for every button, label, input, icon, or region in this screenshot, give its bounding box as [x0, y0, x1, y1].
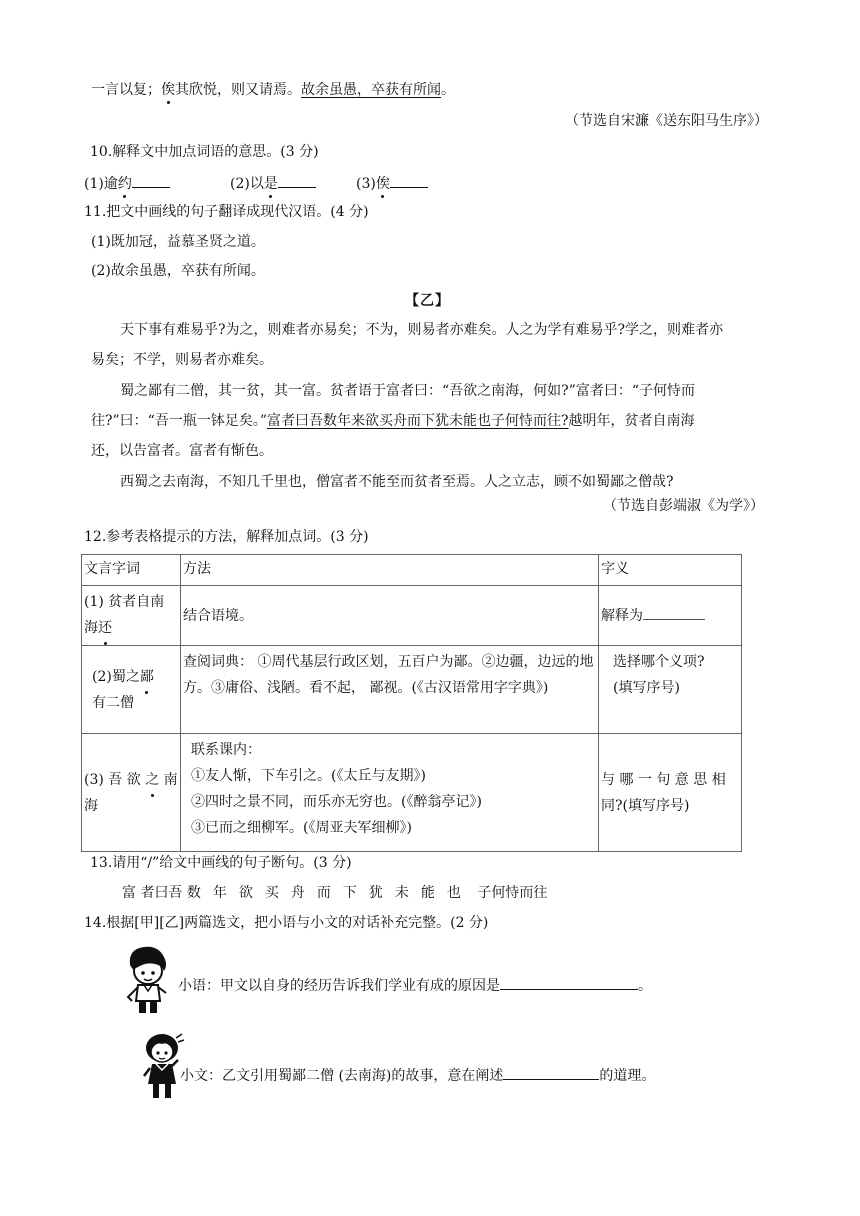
table-cell-meaning	[599, 646, 742, 734]
dotted-word: 还	[98, 615, 112, 641]
answer-blank[interactable]	[390, 172, 428, 188]
table-header-row	[82, 555, 742, 586]
dotted-word: 是	[263, 176, 278, 192]
method-table	[81, 554, 742, 852]
dotted-word: 俟	[375, 176, 390, 192]
table-cell-meaning	[599, 586, 742, 646]
text: 。	[638, 978, 652, 994]
table-cell-word	[82, 734, 181, 852]
question-14-stem: 14.根据[甲][乙]两篇选文，把小语与小文的对话补充完整。(2 分)	[84, 915, 489, 931]
text: ③已而之细柳军。(《周亚夫军细柳》)	[191, 820, 412, 836]
text: 有二僧	[92, 694, 134, 711]
answer-blank[interactable]	[643, 604, 705, 620]
table-header: 字义	[599, 555, 742, 586]
text: 与 哪 一 句 意 思 相	[601, 771, 726, 788]
answer-blank[interactable]	[132, 172, 170, 188]
question-13-stem: 13.请用“/”给文中画线的句子断句。(3 分)	[90, 855, 352, 871]
boy-avatar-icon	[122, 943, 174, 1017]
dialogue-xiaowen	[180, 1064, 655, 1086]
text: 的道理。	[599, 1068, 656, 1084]
text: 海	[84, 797, 98, 814]
dotted-word: 俟	[161, 82, 175, 98]
question-10-item-1	[84, 172, 170, 194]
source-jia: （节选自宋濂《送东阳马生序》）	[565, 113, 768, 129]
dotted-word: 之	[145, 767, 159, 793]
table-cell-meaning	[599, 734, 742, 852]
text: (3) 吾 欲	[84, 771, 141, 788]
answer-blank[interactable]	[278, 172, 316, 188]
underlined-sentence: 故余虽愚，卒获有所闻	[301, 82, 441, 98]
passage-yi-p2-line2	[91, 411, 695, 431]
underlined-sentence: 富者曰吾数年来欲买舟而下犹未能也子何恃而往?	[266, 413, 569, 429]
text: 子何恃而往	[477, 885, 548, 901]
table-row	[82, 734, 742, 852]
answer-blank[interactable]	[503, 1064, 599, 1080]
text: 其欣悦，则又请焉。	[175, 82, 301, 98]
passage-yi-p1-line2: 易矣；不学，则易者亦难矣。	[91, 352, 273, 368]
table-header: 方法	[181, 555, 599, 586]
table-cell-method: 查阅词典： ①周代基层行政区划，五百户为鄙。②边疆，边远的地方。③庸俗、浅陋。看不起， 鄙视。(《古汉语常用字字典》)	[181, 646, 599, 734]
text: 往?”曰：“吾一瓶一钵足矣。”	[91, 413, 267, 429]
passage-yi-title: 【乙】	[405, 293, 450, 309]
text: 越明年，贫者自南海	[568, 413, 695, 429]
passage-yi-p2-line1: 蜀之鄙有二僧，其一贫，其一富。贫者语于富者曰：“吾欲之南海，何如?”富者曰：“子何恃而	[120, 383, 695, 399]
text: (1)逾	[84, 176, 118, 192]
text: 联系课内：	[191, 742, 261, 758]
passage-yi-p1-line1: 天下事有难易乎?为之，则难者亦易矣；不为，则易者亦难矣。人之为学有难易乎?学之，则难者亦	[120, 322, 724, 338]
text: 选择哪个义项?	[613, 654, 705, 670]
table-header: 文言字词	[82, 555, 181, 586]
text: (填写序号)	[613, 680, 680, 696]
question-10-item-2	[230, 172, 316, 194]
question-11-item-2: (2)故余虽愚，卒获有所闻。	[91, 263, 265, 279]
table-cell-method: 结合语境。	[181, 586, 599, 646]
text: 解释为	[601, 607, 643, 624]
table-cell-word	[82, 586, 181, 646]
question-11-stem: 11.把文中画线的句子翻译成现代汉语。(4 分)	[84, 204, 369, 220]
question-11-item-1: (1)既加冠，益慕圣贤之道。	[91, 234, 265, 250]
text: (2)以	[230, 176, 264, 192]
text: 一言以复；	[91, 82, 161, 98]
text: 海	[84, 620, 98, 636]
text: 富 者曰吾	[122, 885, 183, 901]
dotted-word: 约	[117, 176, 132, 192]
passage-yi-p3: 西蜀之去南海，不知几千里也，僧富者不能至而贫者至焉。人之立志，顾不如蜀鄙之僧哉?	[120, 474, 674, 490]
text: ①友人惭，下车引之。(《太丘与友期》)	[191, 768, 426, 784]
source-yi: （节选自彭端淑《为学》）	[603, 498, 764, 514]
dotted-word: 鄙	[140, 664, 154, 690]
question-12-stem: 12.参考表格提示的方法，解释加点词。(3 分)	[84, 529, 369, 545]
text: (1) 贫者自南	[84, 594, 165, 610]
text: 同?(填写序号)	[601, 797, 690, 814]
passage-yi-p2-line3: 还，以告富者。富者有惭色。	[91, 443, 273, 459]
text: (3)	[356, 176, 376, 192]
question-10-item-3	[356, 172, 428, 194]
text: 。	[441, 82, 455, 98]
text: 小语：甲文以自身的经历告诉我们学业有成的原因是	[178, 978, 500, 994]
text: ②四时之景不同，而乐亦无穷也。(《醉翁亭记》)	[191, 794, 482, 810]
passage-jia-last-line	[91, 80, 455, 100]
table-cell-method	[181, 734, 599, 852]
question-10-stem: 10.解释文中加点词语的意思。(3 分)	[90, 144, 319, 160]
table-row	[82, 586, 742, 646]
table-row	[82, 646, 742, 734]
text: 南	[163, 771, 178, 788]
table-cell-word	[82, 646, 181, 734]
dialogue-xiaoyu	[178, 974, 652, 996]
answer-blank[interactable]	[500, 974, 638, 990]
text: 数年欲买舟而下犹未能也	[186, 885, 473, 901]
text: (2)蜀之	[92, 668, 140, 685]
text: 小文：乙文引用蜀鄙二僧 (去南海)的故事，意在阐述	[180, 1068, 504, 1084]
question-13-sentence	[122, 883, 547, 903]
